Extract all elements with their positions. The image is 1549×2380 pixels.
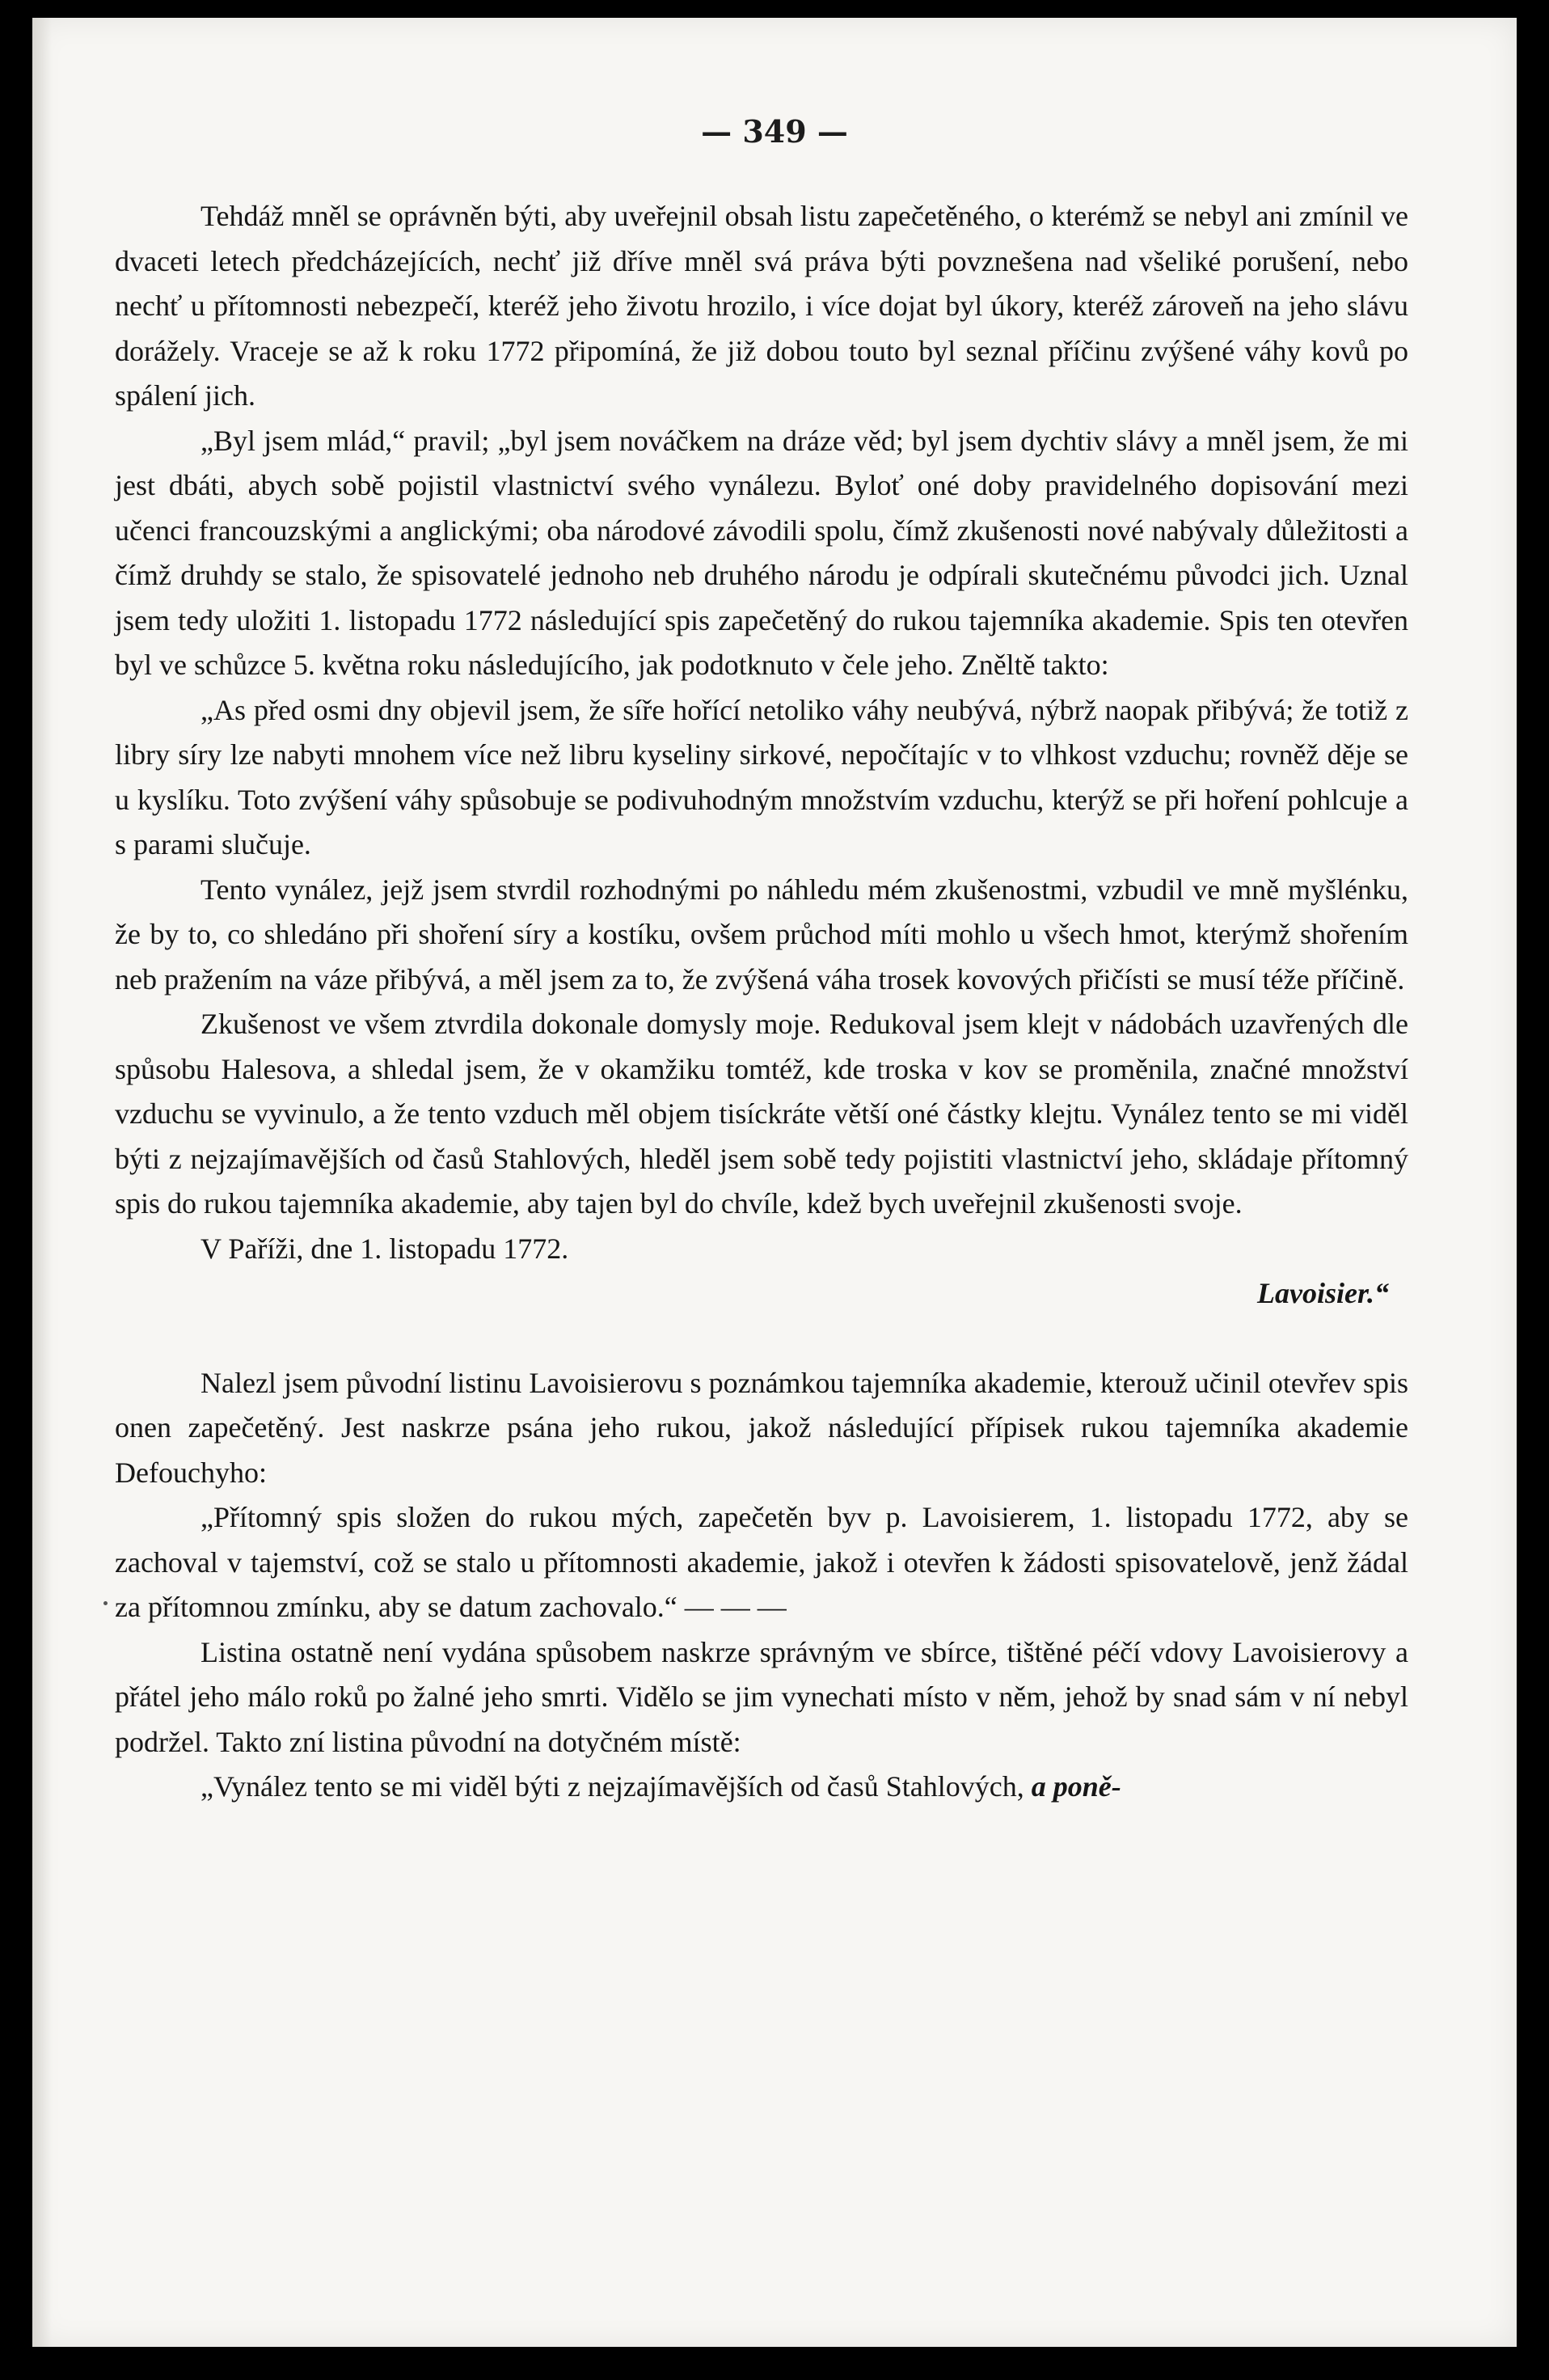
paragraph-5: Zkušenost ve všem ztvrdila dokonale domysly moje. Redukoval jsem klejt v nádobách uzavřených dle spůsobu Halesova, a shledal jsem, že v okamžiku tomtéž, kde troska v kov se proměnila, značné množství vzduchu se vyvinulo, a že tento vzduch měl objem tisíckráte větší oné částky klejtu. Vynález tento se mi viděl býti z nejzajímavějších od časů Stahlových, hleděl jsem sobě tedy pojistiti vlastnictví jeho, skládaje přítomný spis do rukou tajemníka akademie, aby tajen byl do chvíle, kdež bych uveřejnil zkušenosti svoje. [115,1008,1408,1220]
paragraph-8: Listina ostatně není vydána spůsobem naskrze správným ve sbírce, tištěné péčí vdovy Lavoisierovy a přátel jeho málo roků po žalné jeho smrti. Vidělo se jim vynechati místo v něm, jehož by snad sám v ní nebyl podržel. Takto zní listina původní na dotyčném místě: [115,1635,1408,1758]
paragraph-4: Tento vynález, jejž jsem stvrdil rozhodnými po náhledu mém zkušenostmi, vzbudil ve mně myšlénku, že by to, co shledáno při shoření síry a kostíku, ovšem průchod míti mohlo u všech hmot, kterýmž shořením neb pražením na váze přibývá, a měl jsem za to, že zvýšená váha trosek kovových přičísti se musí téže příčině. [115,873,1408,996]
section-gap [115,1317,1408,1361]
binding-shadow [32,18,52,2347]
paragraph-2: „Byl jsem mlád,“ pravil; „byl jsem nováčkem na dráze věd; byl jsem dychtiv slávy a mněl jsem, že mi jest dbáti, abych sobě pojistil vlastnictví svého vynálezu. Byloť oné doby pravidelného dopisování mezi učenci francouzskými a anglickými; oba národové závodili spolu, čímž zkušenosti nové nabývaly důležitosti a čímž druhdy se stalo, že spisovatelé jednoho neb druhého národu je odpírali skutečnému původci jich. Uznal jsem tedy uložiti 1. listopadu 1772 následující spis zapečetěný do rukou tajemníka akademie. Spis ten otevřen byl ve schůzce 5. května roku následujícího, jak podotknuto v čele jeho. Zněltě takto: [115,424,1408,681]
book-page [32,18,1517,2347]
paragraph-3: „As před osmi dny objevil jsem, že síře hořící netoliko váhy neubývá, nýbrž naopak přibývá; že totiž z libry síry lze nabyti mnohem více než libru kyseliny sirkové, nepočítajíc v to vlhkost vzduchu; rovněž děje se u kyslíku. Toto zvýšení váhy spůsobuje se podivuhodným množstvím vzduchu, kterýž se při hoření pohlcuje a s parami slučuje. [115,693,1408,860]
last-line-text: „Vynález tento se mi viděl býti z nejzajímavějších od časů Stahlových, [200,1770,1024,1803]
margin-mark [103,1601,108,1605]
paragraph-6: Nalezl jsem původní listinu Lavoisierovu s poznámkou tajemníka akademie, kterouž učinil otevřev spis onen zapečetěný. Jest naskrze psána jeho rukou, jakož následující přípisek rukou tajemníka akademie Defouchyho: [115,1366,1408,1489]
paragraph-9 [115,1765,1408,1810]
paragraph-1: Tehdáž mněl se oprávněn býti, aby uveřejnil obsah listu zapečetěného, o kterémž se nebyl ani zmínil ve dvaceti letech předcházejících, nechť již dříve mněl svá práva býti povznešena nad všeliké porušení, nebo nechť u přítomnosti nebezpečí, kteréž jeho životu hrozilo, i více dojat byl úkory, kteréž zároveň na jeho slávu dorážely. Vraceje se až k roku 1772 připomíná, že již dobou touto byl seznal příčinu zvýšené váhy kovů po spálení jich. [115,200,1408,412]
date-line: V Paříži, dne 1. listopadu 1772. [200,1232,569,1265]
signature: Lavoisier.“ [1257,1277,1389,1309]
paragraph-7: „Přítomný spis složen do rukou mých, zapečetěn byv p. Lavoisierem, 1. listopadu 1772, aby se zachoval v tajemství, což se stalo u přítomnosti akademie, jakož i otevřen k žádosti spisovatelově, jenž žádal za přítomnou zmínku, aby se datum zachovalo.“ — — — [115,1501,1408,1623]
page-number: — 349 — [701,113,848,150]
body-text [115,194,1408,1810]
last-line-italic: a poně- [1031,1770,1121,1803]
